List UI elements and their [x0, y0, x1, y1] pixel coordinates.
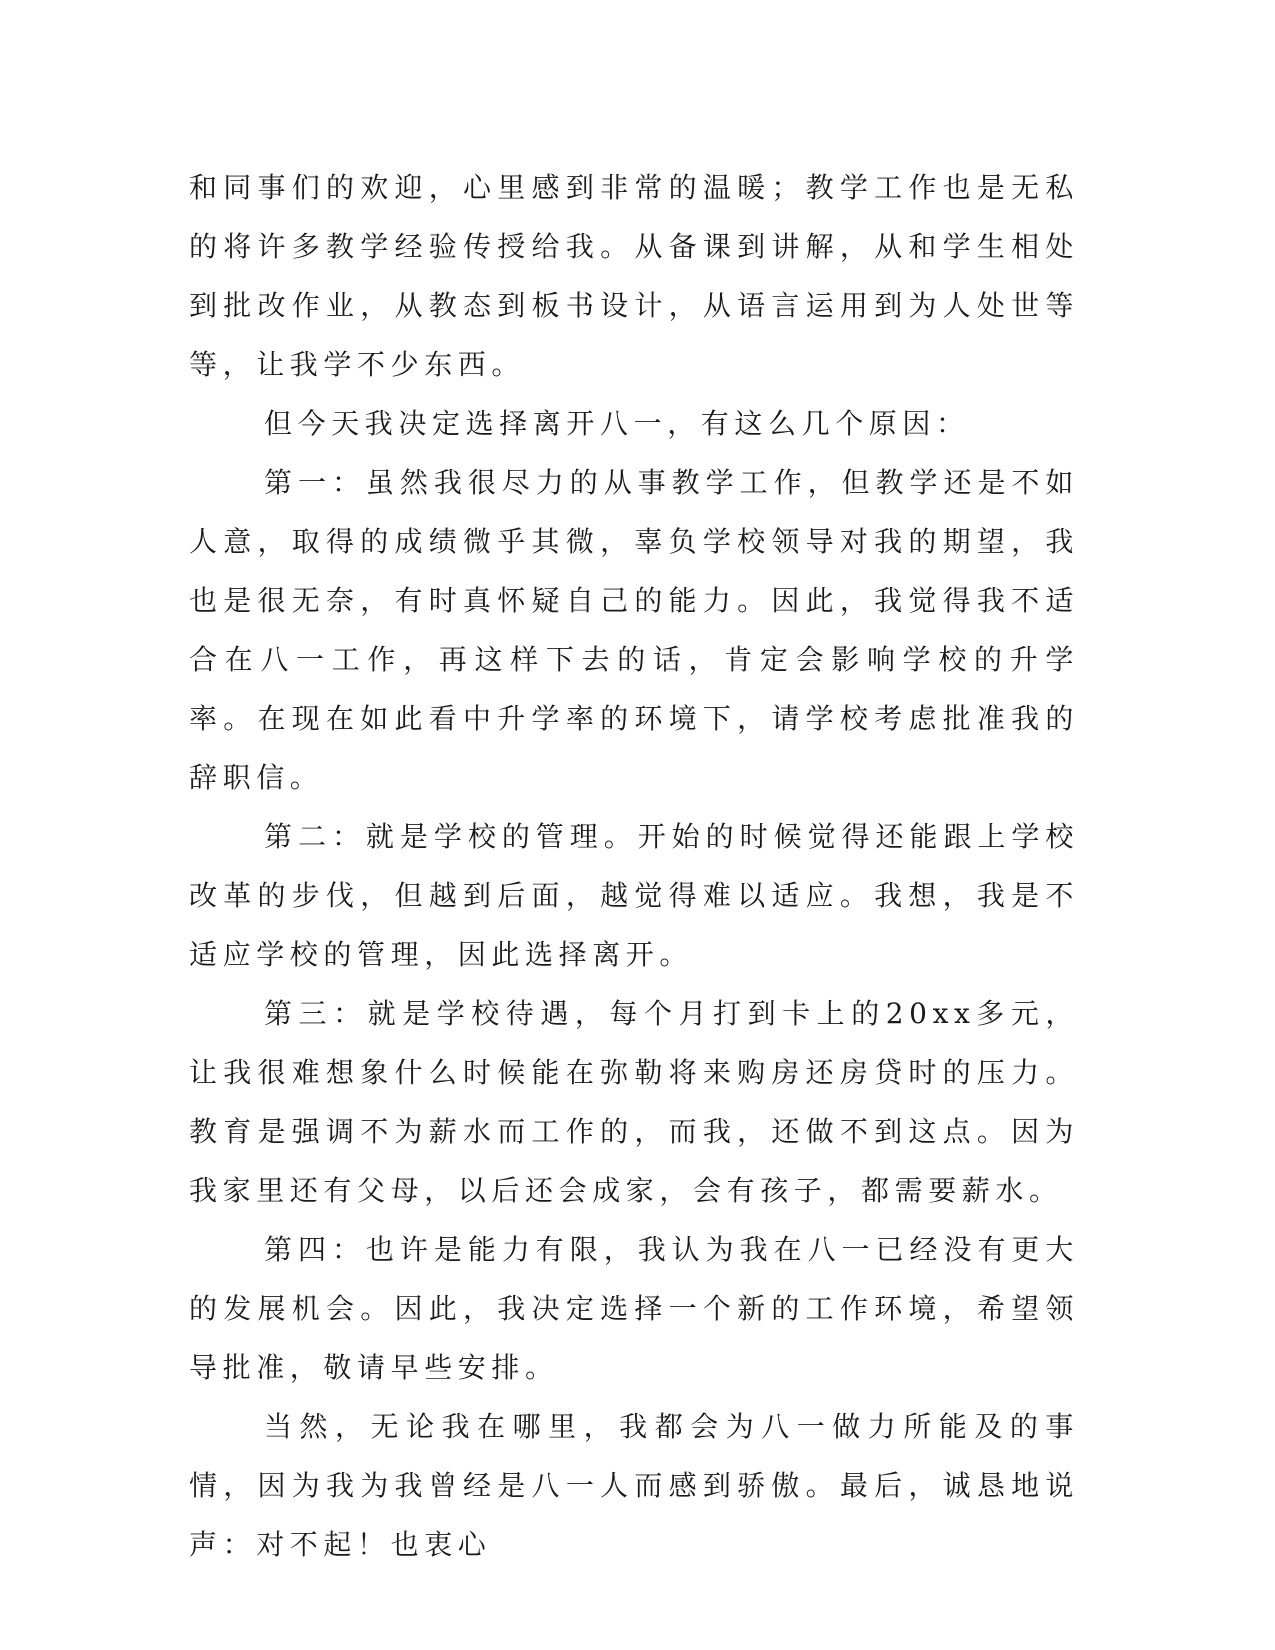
paragraph-reason-four: 第四：也许是能力有限，我认为我在八一已经没有更大的发展机会。因此，我决定选择一个新的工作环境，希望领导批准，敬请早些安排。 [189, 1233, 1079, 1384]
paragraph-continuation: 和同事们的欢迎，心里感到非常的温暖；教学工作也是无私的将许多教学经验传授给我。从备课到讲解，从和学生相处到批改作业，从教态到板书设计，从语言运用到为人处世等等，让我学不少东西。 [189, 171, 1079, 381]
paragraph-reason-two: 第二：就是学校的管理。开始的时候觉得还能跟上学校改革的步伐，但越到后面，越觉得难以适应。我想，我是不适应学校的管理，因此选择离开。 [189, 820, 1079, 971]
paragraph-reason-three: 第三：就是学校待遇，每个月打到卡上的20xx多元，让我很难想象什么时候能在弥勒将来购房还房贷时的压力。教育是强调不为薪水而工作的，而我，还做不到这点。因为我家里还有父母，以后还会成家，会有孩子，都需要薪水。 [189, 997, 1079, 1207]
paragraph-reasons-intro: 但今天我决定选择离开八一，有这么几个原因： [264, 407, 970, 440]
paragraph-reason-one: 第一：虽然我很尽力的从事教学工作，但教学还是不如人意，取得的成绩微乎其微，辜负学校领导对我的期望，我也是很无奈，有时真怀疑自己的能力。因此，我觉得我不适合在八一工作，再这样下去的话，肯定会影响学校的升学率。在现在如此看中升学率的环境下，请学校考虑批准我的辞职信。 [189, 466, 1079, 794]
letter-body [189, 158, 1079, 1574]
paragraph-closing: 当然，无论我在哪里，我都会为八一做力所能及的事情，因为我为我曾经是八一人而感到骄傲。最后，诚恳地说声：对不起！也衷心 [189, 1410, 1079, 1561]
